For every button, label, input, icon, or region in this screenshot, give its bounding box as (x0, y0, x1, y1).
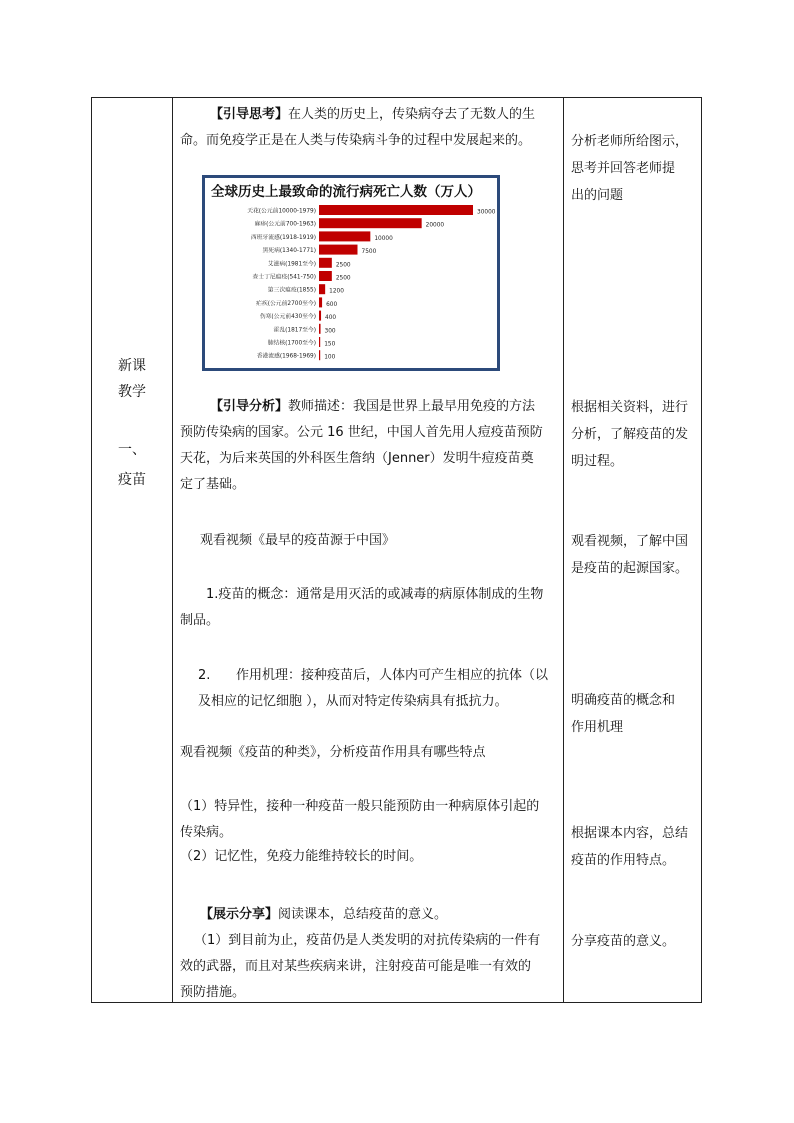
bar (319, 218, 422, 228)
right-note-1-line-1: 分析老师所给图示， (571, 134, 689, 149)
category-label: 香港流感(1968-1969) (256, 353, 316, 360)
value-label: 30000 (477, 209, 496, 216)
value-label: 100 (324, 354, 336, 361)
category-label: 肺结核(1700至今) (267, 340, 316, 347)
right-note-5-line-2: 疫苗的作用特点。 (571, 853, 676, 868)
bar (319, 205, 473, 215)
value-label: 7500 (361, 249, 377, 256)
category-label: 黑死病(1340-1771) (262, 248, 316, 255)
right-note-3 (571, 528, 699, 582)
bar (319, 324, 321, 334)
category-label: 麻疹(公元前700-1963) (254, 221, 316, 228)
value-label: 10000 (374, 235, 393, 242)
traits-line-2: 传染病。 (180, 825, 233, 840)
right-note-1-line-2: 思考并回答老师提 (571, 161, 676, 176)
concept-line-2: 制品。 (180, 613, 220, 628)
sub-label-1: 一、 (118, 442, 146, 458)
guide-analysis-line-3: 天花，为后来英国的外科医生詹纳（Jenner）发明牛痘疫苗奠 (180, 451, 534, 466)
bar (319, 245, 358, 255)
right-note-4 (571, 687, 699, 741)
guide-think-label: 【引导思考】 (210, 107, 289, 122)
share-line-2: （1）到目前为止，疫苗仍是人类发明的对抗传染病的一件有 (194, 933, 541, 948)
epidemic-death-chart (202, 175, 500, 371)
bar (319, 297, 322, 307)
right-note-6-line-1: 分享疫苗的意义。 (571, 934, 676, 949)
guide-think-text-1: 在人类的历史上，传染病夺去了无数人的生 (288, 107, 536, 122)
bar (319, 284, 325, 294)
right-note-3-line-2: 是疫苗的起源国家。 (571, 561, 689, 576)
value-label: 300 (324, 328, 336, 335)
guide-analysis-line-1 (210, 394, 580, 420)
value-label: 2500 (335, 262, 351, 269)
mechanism-number: 2. (198, 668, 211, 683)
left-column (92, 98, 172, 1002)
category-label: 天花(公元前10000-1979) (247, 208, 316, 215)
guide-analysis-line-2: 预防传染病的国家。公元 16 世纪，中国人首先用人痘疫苗预防 (180, 425, 543, 440)
guide-analysis-text-1: 教师描述：我国是世界上最早用免疫的方法 (288, 399, 536, 414)
right-note-5 (571, 820, 699, 874)
share-label: 【展示分享】 (200, 907, 279, 922)
bar (319, 231, 370, 241)
bar (319, 350, 320, 360)
right-note-6 (571, 928, 699, 955)
guide-analysis-label: 【引导分析】 (210, 399, 289, 414)
mechanism-line-1: 作用机理：接种疫苗后，人体内可产生相应的抗体（以 (236, 668, 549, 683)
right-note-1 (571, 128, 699, 209)
value-label: 1200 (329, 288, 344, 295)
guide-think-line-2: 命。而免疫学正是在人类与传染病斗争的过程中发展起来的。 (180, 133, 532, 148)
right-note-2-line-2: 分析，了解疫苗的发 (571, 427, 689, 442)
chart-svg (205, 178, 497, 368)
lesson-table (91, 97, 702, 1003)
value-label: 2500 (335, 275, 351, 282)
category-label: 西班牙流感(1918-1919) (250, 234, 316, 241)
right-note-3-line-1: 观看视频，了解中国 (571, 534, 689, 549)
category-label: 艾滋病(1981至今) (267, 261, 316, 268)
section-label-1: 新课 (118, 358, 146, 374)
share-line-4: 预防措施。 (180, 985, 246, 1000)
guide-think-line-1 (210, 102, 590, 128)
category-label: 疟疾(公元前2700至今) (256, 300, 316, 307)
video-1-text: 观看视频《最早的疫苗源于中国》 (200, 533, 396, 548)
value-label: 150 (324, 341, 336, 348)
guide-analysis-line-4: 定了基础。 (180, 477, 246, 492)
right-note-4-line-1: 明确疫苗的概念和 (571, 693, 676, 708)
right-note-2 (571, 394, 699, 475)
category-label: 霍乱(1817至今) (273, 327, 316, 334)
bar (319, 311, 321, 321)
category-label: 查士丁尼瘟疫(541-750) (252, 274, 316, 281)
share-line-1 (200, 902, 580, 928)
right-note-4-line-2: 作用机理 (571, 720, 624, 735)
bar (319, 258, 332, 268)
share-text: 阅读课本，总结疫苗的意义。 (278, 907, 448, 922)
right-note-5-line-1: 根据课本内容，总结 (571, 826, 689, 841)
right-note-2-line-1: 根据相关资料，进行 (571, 400, 689, 415)
video-2-text: 观看视频《疫苗的种类》，分析疫苗作用具有哪些特点 (180, 745, 486, 760)
traits-line-1: （1）特异性，接种一种疫苗一般只能预防由一种病原体引起的 (180, 799, 540, 814)
column-divider-1 (172, 98, 173, 1002)
value-label: 600 (326, 301, 338, 308)
category-label: 伤寒(公元前430至今) (259, 314, 316, 321)
section-label-2: 教学 (118, 384, 146, 400)
traits-line-3: （2）记忆性，免疫力能维持较长的时间。 (180, 849, 423, 864)
bar (319, 271, 332, 281)
right-note-2-line-3: 明过程。 (571, 454, 624, 469)
category-label: 第三次瘟疫(1855) (267, 287, 316, 294)
sub-label-2: 疫苗 (118, 472, 146, 488)
value-label: 20000 (425, 222, 445, 229)
share-line-3: 效的武器，而且对某些疾病来讲，注射疫苗可能是唯一有效的 (180, 959, 532, 974)
concept-line-1: 1.疫苗的概念：通常是用灭活的或减毒的病原体制成的生物 (206, 587, 544, 602)
right-note-1-line-3: 出的问题 (571, 188, 624, 203)
bar (319, 337, 320, 347)
value-label: 400 (325, 315, 337, 322)
chart-title: 全球历史上最致命的流行病死亡人数（万人） (211, 184, 481, 200)
mechanism-line-2: 及相应的记忆细胞 ），从而对特定传染病具有抵抗力。 (198, 694, 508, 709)
